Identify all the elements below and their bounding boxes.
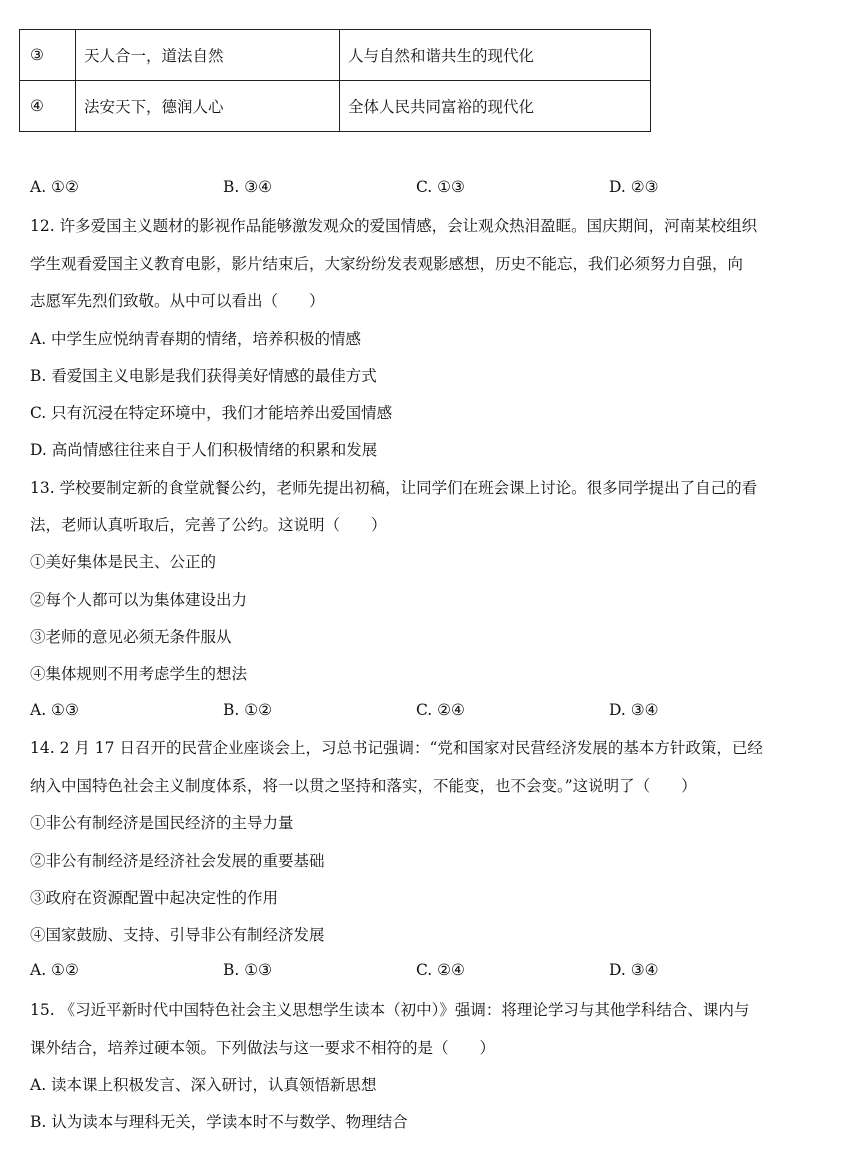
row-motto: 天人合一，道法自然 xyxy=(76,30,340,81)
q14-statement-1: ①非公有制经济是国民经济的主导力量 xyxy=(30,814,294,832)
q14-option-c: C. ②④ xyxy=(416,961,465,979)
row-number: ④ xyxy=(20,81,76,132)
q14-stem-line: 14. 2 月 17 日召开的民营企业座谈会上，习总书记强调：“党和国家对民营经济发展的基本方针政策，已经 xyxy=(30,739,763,757)
q12-choice-b: B. 看爱国主义电影是我们获得美好情感的最佳方式 xyxy=(30,367,377,385)
q11-option-c: C. ①③ xyxy=(416,178,465,196)
q14-option-a: A. ①② xyxy=(30,961,79,979)
q13-stem-line: 法，老师认真听取后，完善了公约。这说明（ ） xyxy=(30,516,387,534)
q12-stem-line: 学生观看爱国主义教育电影，影片结束后，大家纷纷发表观影感想，历史不能忘，我们必须努力自强，向 xyxy=(30,255,744,273)
q12-stem-line: 志愿军先烈们致敬。从中可以看出（ ） xyxy=(30,292,325,310)
q12-choice-c: C. 只有沉浸在特定环境中，我们才能培养出爱国情感 xyxy=(30,404,393,422)
row-modernization: 全体人民共同富裕的现代化 xyxy=(340,81,651,132)
q12-stem-line: 12. 许多爱国主义题材的影视作品能够激发观众的爱国情感，会让观众热泪盈眶。国庆期间，河南某校组织 xyxy=(30,217,758,235)
q12-choice-a: A. 中学生应悦纳青春期的情绪，培养积极的情感 xyxy=(30,330,362,348)
q15-choice-b: B. 认为读本与理科无关，学读本时不与数学、物理结合 xyxy=(30,1113,408,1131)
q11-option-b: B. ③④ xyxy=(223,178,273,196)
table-row xyxy=(20,81,651,132)
comparison-table xyxy=(19,29,651,132)
q14-statement-3: ③政府在资源配置中起决定性的作用 xyxy=(30,889,279,907)
row-modernization: 人与自然和谐共生的现代化 xyxy=(340,30,651,81)
q14-statement-2: ②非公有制经济是经济社会发展的重要基础 xyxy=(30,852,325,870)
q13-statement-4: ④集体规则不用考虑学生的想法 xyxy=(30,665,248,683)
q13-option-a: A. ①③ xyxy=(30,701,79,719)
q14-stem-line: 纳入中国特色社会主义制度体系，将一以贯之坚持和落实，不能变，也不会变。”这说明了（ ） xyxy=(30,777,697,795)
q14-option-b: B. ①③ xyxy=(223,961,273,979)
q12-choice-d: D. 高尚情感往往来自于人们积极情绪的积累和发展 xyxy=(30,441,378,459)
q13-statement-2: ②每个人都可以为集体建设出力 xyxy=(30,591,248,609)
q13-option-c: C. ②④ xyxy=(416,701,465,719)
q11-option-a: A. ①② xyxy=(30,178,79,196)
q15-stem-line: 15. 《习近平新时代中国特色社会主义思想学生读本（初中）》强调：将理论学习与其他学科结合、课内与 xyxy=(30,1001,750,1019)
row-number: ③ xyxy=(20,30,76,81)
q15-stem-line: 课外结合，培养过硬本领。下列做法与这一要求不相符的是（ ） xyxy=(30,1039,496,1057)
q13-statement-1: ①美好集体是民主、公正的 xyxy=(30,553,217,571)
q14-option-d: D. ③④ xyxy=(609,961,659,979)
q13-option-b: B. ①② xyxy=(223,701,273,719)
table-row xyxy=(20,30,651,81)
row-motto: 法安天下，德润人心 xyxy=(76,81,340,132)
q15-choice-a: A. 读本课上积极发言、深入研讨，认真领悟新思想 xyxy=(30,1076,377,1094)
q11-option-d: D. ②③ xyxy=(609,178,659,196)
q13-statement-3: ③老师的意见必须无条件服从 xyxy=(30,628,232,646)
q14-statement-4: ④国家鼓励、支持、引导非公有制经济发展 xyxy=(30,926,325,944)
q13-option-d: D. ③④ xyxy=(609,701,659,719)
q13-stem-line: 13. 学校要制定新的食堂就餐公约，老师先提出初稿，让同学们在班会课上讨论。很多同学提出了自己的看 xyxy=(30,479,758,497)
